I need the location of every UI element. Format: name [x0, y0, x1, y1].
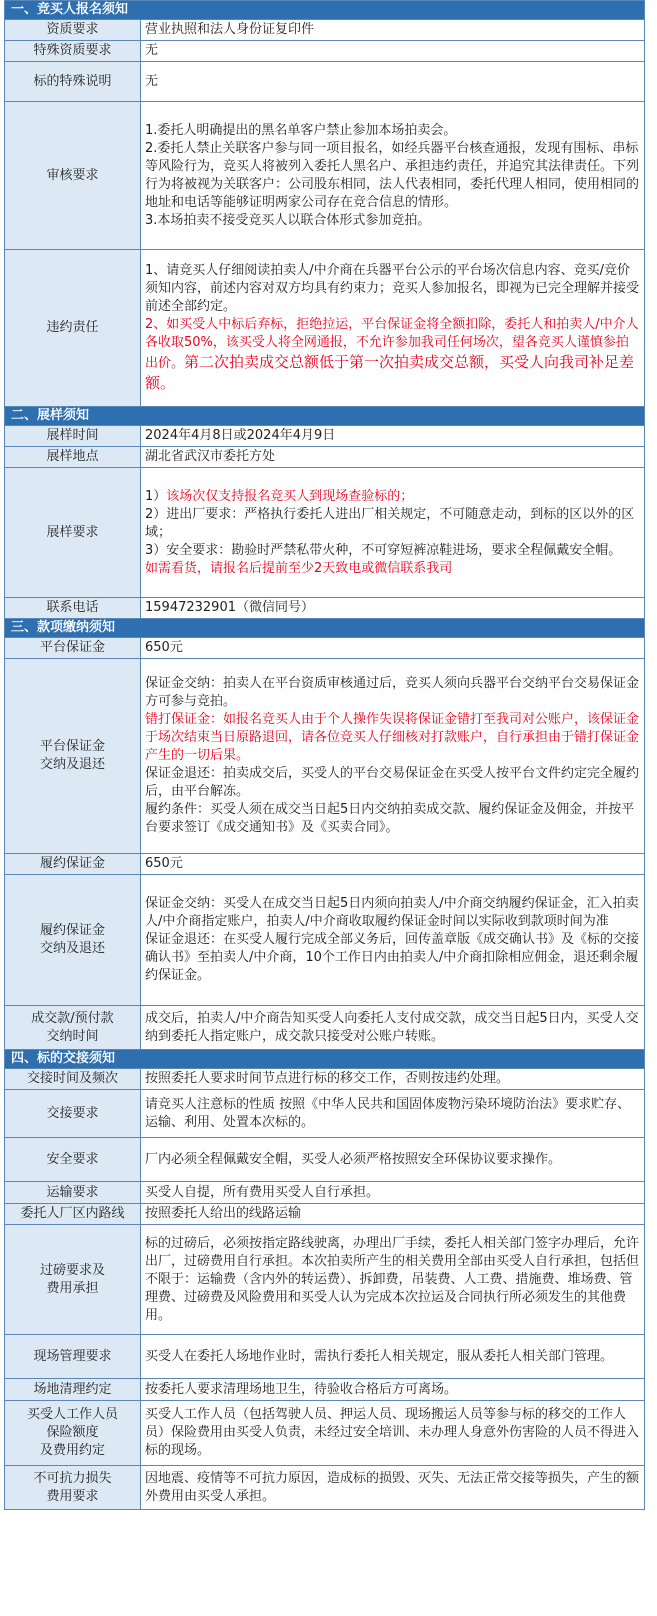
- section-title: 三、款项缴纳须知: [5, 619, 645, 638]
- row-label: [5, 875, 141, 1006]
- row-label: 场地清理约定: [5, 1379, 141, 1401]
- viewing-paragraph-2: 2）进出厂要求：严格执行委托人进出厂相关规定，不可随意走动，到标的区以外的区域；: [145, 506, 635, 540]
- platform-deposit-paragraph-4: 履约条件：买受人须在成交当日起5日内交纳拍卖成交款、履约保证金及佣金，并按平台要求签订《成交通知书》及《买卖合同》。: [145, 802, 635, 835]
- row-audit-requirements: [5, 102, 645, 250]
- row-label-line-1: 平台保证金: [39, 739, 105, 754]
- row-safety-requirements: [5, 1138, 645, 1182]
- row-label: 展样时间: [5, 426, 141, 447]
- row-value: 650元: [141, 854, 645, 875]
- section-header-handover: [5, 1050, 645, 1069]
- row-label: 展样要求: [5, 468, 141, 598]
- row-label: 现场管理要求: [5, 1335, 141, 1379]
- row-value: [141, 468, 645, 598]
- row-transport-requirements: [5, 1182, 645, 1204]
- platform-deposit-paragraph-3: 保证金退还：拍卖成交后，买受人的平台交易保证金在买受人按平台文件约定完全履约后，由平台解冻。: [145, 766, 640, 799]
- row-label: [5, 1401, 141, 1466]
- row-breach-liability: [5, 250, 645, 407]
- section-title: 四、标的交接须知: [5, 1050, 645, 1069]
- row-label-line-2: 保险额度: [46, 1425, 99, 1440]
- row-value: 营业执照和法人身份证复印件: [141, 20, 645, 41]
- row-staff-insurance: [5, 1401, 645, 1466]
- row-label: 安全要求: [5, 1138, 141, 1182]
- row-handover-requirements: [5, 1090, 645, 1138]
- row-label: 标的特殊说明: [5, 62, 141, 102]
- row-label-line-2: 交纳及退还: [39, 941, 105, 956]
- row-label-line-1: 过磅要求及: [39, 1262, 105, 1278]
- row-value: [141, 875, 645, 1006]
- row-label: 委托人厂区内路线: [5, 1204, 141, 1225]
- audit-paragraph-1: 1.委托人明确提出的黑名单客户禁止参加本场拍卖会。: [145, 122, 457, 138]
- row-value: 按照委托人给出的线路运输: [141, 1204, 645, 1225]
- section-header-payment: [5, 619, 645, 638]
- row-performance-deposit-refund: [5, 875, 645, 1006]
- row-label: 平台保证金: [5, 638, 141, 659]
- row-performance-deposit: [5, 854, 645, 875]
- row-value: 请竞买人注意标的性质 按照《中华人民共和国固体废物污染环境防治法》要求贮存、运输、利用、处置本次标的。: [141, 1090, 645, 1138]
- row-site-management: [5, 1335, 645, 1379]
- row-platform-deposit-refund: [5, 659, 645, 854]
- viewing-paragraph-3: 3）安全要求：勘验时严禁私带火种，不可穿短裤凉鞋进场，要求全程佩戴安全帽。: [145, 542, 622, 558]
- row-label: 特殊资质要求: [5, 41, 141, 62]
- row-viewing-place: [5, 447, 645, 468]
- row-label-line-2: 交纳及退还: [39, 757, 105, 772]
- row-value: 无: [141, 41, 645, 62]
- row-label: 交接时间及频次: [5, 1069, 141, 1090]
- row-label-line-2: 费用承担: [46, 1280, 99, 1296]
- row-label-line-1: 成交款/预付款: [31, 1010, 114, 1026]
- platform-deposit-paragraph-2: 错打保证金：如报名竞买人由于个人操作失误将保证金错打至我司对公账户，该保证金于场次结束当日原路退回，请各位竞买人仔细核对打款账户，自行承担由于错打保证金产生的一切后果。: [145, 712, 640, 763]
- row-special-note: [5, 62, 645, 102]
- row-label: 资质要求: [5, 20, 141, 41]
- row-qualification: [5, 20, 645, 41]
- row-force-majeure: [5, 1466, 645, 1510]
- row-value: 买受人工作人员（包括驾驶人员、押运人员、现场搬运人员等参与标的移交的工作人员）保险费用由买受人负责，未经过安全培训、未办理人身意外伤害险的人员不得进入标的现场。: [141, 1401, 645, 1466]
- row-label-line-1: 不可抗力损失: [33, 1470, 112, 1486]
- row-viewing-requirements: [5, 468, 645, 598]
- breach-paragraph-2: [145, 316, 640, 394]
- section-title: 二、展样须知: [5, 407, 645, 426]
- perf-deposit-paragraph-1: 保证金交纳：买受人在成交当日起5日内须向拍卖人/中介商交纳履约保证金，汇入拍卖人/中介商指定账户，拍卖人/中介商收取履约保证金时间以实际收到款项时间为准: [145, 896, 639, 929]
- row-contact-phone: [5, 598, 645, 619]
- row-handover-time: [5, 1069, 645, 1090]
- row-label: [5, 659, 141, 854]
- row-value: 无: [141, 62, 645, 102]
- row-value: [141, 250, 645, 407]
- perf-deposit-paragraph-2: 保证金退还：在买受人履行完成全部义务后，回传盖章版《成交确认书》及《标的交接确认书》至拍卖人/中介商，10个工作日内由拍卖人/中介商扣除相应佣金，退还剩余履约保证金。: [145, 932, 640, 983]
- platform-deposit-paragraph-1: 保证金交纳：拍卖人在平台资质审核通过后，竞买人须向兵器平台交纳平台交易保证金方可参与竞拍。: [145, 676, 640, 709]
- row-value: [141, 102, 645, 250]
- row-label: 交接要求: [5, 1090, 141, 1138]
- viewing-paragraph-1: [145, 488, 640, 506]
- row-label: [5, 1466, 141, 1510]
- audit-paragraph-3: 3.本场拍卖不接受竞买人以联合体形式参加竞拍。: [145, 212, 431, 228]
- section-title: 一、竞买人报名须知: [5, 1, 645, 20]
- row-value: 标的过磅后，必须按指定路线驶离，办理出厂手续，委托人相关部门签字办理后，允许出厂，过磅费用自行承担。本次拍卖所产生的相关费用全部由买受人自行承担，包括但不限于：运输费（含内外的转运费）、拆卸费，吊装费、人工费、措施费、堆场费、管理费、过磅费及风险费用和买受人认为完成本次拉运及合同执行所必须发生的其他费用。: [141, 1225, 645, 1335]
- row-label: [5, 1225, 141, 1335]
- row-payment-time: [5, 1006, 645, 1050]
- viewing-p1-prefix: 1）: [145, 488, 167, 504]
- auction-notice-table: [4, 0, 645, 1510]
- row-value: 按照委托人要求时间节点进行标的移交工作，否则按违约处理。: [141, 1069, 645, 1090]
- row-label-line-3: 及费用约定: [39, 1443, 105, 1458]
- row-value: 650元: [141, 638, 645, 659]
- row-weighing-fees: [5, 1225, 645, 1335]
- viewing-p1-warning: 该场次仅支持报名竞买人到现场查验标的；: [166, 488, 414, 504]
- row-label: [5, 1006, 141, 1050]
- row-value: 15947232901（微信同号）: [141, 598, 645, 619]
- row-value: 2024年4月8日或2024年4月9日: [141, 426, 645, 447]
- row-site-cleaning: [5, 1379, 645, 1401]
- row-label-line-1: 买受人工作人员: [26, 1407, 118, 1422]
- row-value: 湖北省武汉市委托方处: [141, 447, 645, 468]
- row-value: 成交后，拍卖人/中介商告知买受人向委托人支付成交款，成交当日起5日内，买受人交纳到委托人指定账户，成交款只接受对公账户转账。: [141, 1006, 645, 1050]
- row-value: 厂内必须全程佩戴安全帽，买受人必须严格按照安全环保协议要求操作。: [141, 1138, 645, 1182]
- section-header-viewing: [5, 407, 645, 426]
- breach-warning-emphasis: 第二次拍卖成交总额低于第一次拍卖成交总额，买受人向我司补足差额。: [145, 353, 635, 392]
- row-value: 因地震、疫情等不可抗力原因，造成标的损毁、灭失、无法正常交接等损失，产生的额外费用由买受人承担。: [141, 1466, 645, 1510]
- viewing-paragraph-4: 如需看货，请报名后提前至少2天致电或微信联系我司: [145, 560, 453, 576]
- row-platform-deposit: [5, 638, 645, 659]
- auction-notice-page: [4, 0, 644, 1510]
- row-label: 运输要求: [5, 1182, 141, 1204]
- audit-paragraph-2: 2.委托人禁止关联客户参与同一项目报名，如经兵器平台核查通报，发现有围标、串标等风险行为，竞买人将被列入委托人黑名户、承担违约责任，并追究其法律责任。下列行为将被视为关联客户：公司股东相同，法人代表相同，委托代理人相同，使用相同的地址和电话等能够证明两家公司存在竞合信息的情形。: [145, 140, 640, 210]
- row-value: 按委托人要求清理场地卫生，待验收合格后方可离场。: [141, 1379, 645, 1401]
- row-label-line-1: 履约保证金: [39, 923, 105, 938]
- breach-warning-text: 2、如买受人中标后弃标，拒绝拉运，平台保证金将全额扣除，委托人和拍卖人/中介人各收取50%，该买受人将全网通报，不允许参加我司任何场次，望各竞买人谨慎参拍出价。: [145, 317, 639, 371]
- breach-paragraph-1: 1、请竞买人仔细阅读拍卖人/中介商在兵器平台公示的平台场次信息内容、竞买/竞价须知内容，前述内容对双方均具有约束力；竞买人参加报名，即视为已完全理解并接受前述全部约定。: [145, 263, 640, 314]
- row-label: 违约责任: [5, 250, 141, 407]
- row-value: [141, 659, 645, 854]
- row-special-qualification: [5, 41, 645, 62]
- row-viewing-time: [5, 426, 645, 447]
- row-factory-route: [5, 1204, 645, 1225]
- row-value: 买受人自提，所有费用买受人自行承担。: [141, 1182, 645, 1204]
- row-label: 审核要求: [5, 102, 141, 250]
- row-label-line-2: 交纳时间: [46, 1028, 99, 1044]
- section-header-bidder-registration: [5, 1, 645, 20]
- row-label-line-2: 费用要求: [46, 1488, 99, 1504]
- row-value: 买受人在委托人场地作业时，需执行委托人相关规定，服从委托人相关部门管理。: [141, 1335, 645, 1379]
- row-label: 展样地点: [5, 447, 141, 468]
- row-label: 联系电话: [5, 598, 141, 619]
- row-label: 履约保证金: [5, 854, 141, 875]
